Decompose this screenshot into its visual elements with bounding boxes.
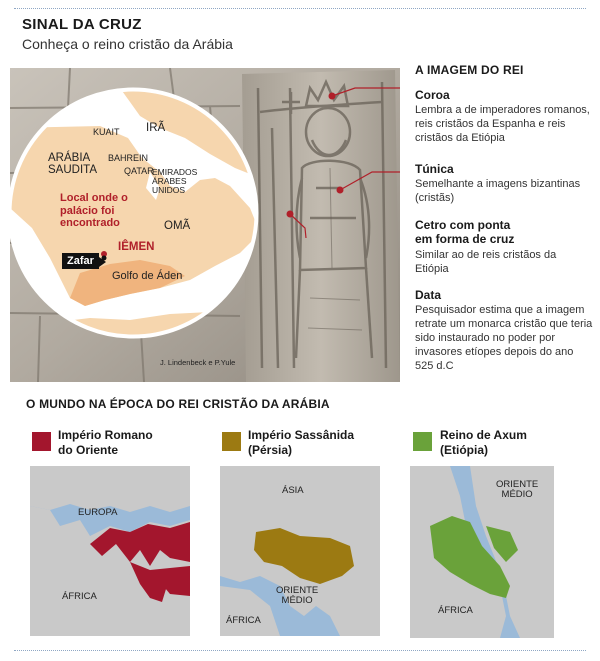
annotation-title-date: Data: [415, 288, 442, 302]
annotation-body-scepter: Similar ao de reis cristãos da Etiópia: [415, 249, 557, 276]
minimap-sassanid-label-asia: ÁSIA: [282, 485, 304, 496]
map-label-gulf-of-aden: Golfo de Áden: [112, 270, 183, 282]
page-subtitle: Conheça o reino cristão da Arábia: [22, 36, 233, 52]
legend-label-axum: Reino de Axum (Etiópia): [440, 428, 527, 457]
minimap-roman-empire: [30, 466, 190, 636]
minimap-sassanid-label-middle-east: ORIENTE MÉDIO: [276, 585, 319, 607]
legend-swatch-roman: [32, 432, 51, 451]
world-heading: O MUNDO NA ÉPOCA DO REI CRISTÃO DA ARÁBIA: [26, 397, 330, 411]
legend-swatch-sassanid: [222, 432, 241, 451]
zafar-tag: Zafar: [62, 253, 99, 269]
map-label-palace: Local onde o palácio foi encontrado: [60, 192, 128, 230]
annotation-body-date: Pesquisador estima que a imagem retrate um monarca cristão que teria sido instaurado no poder por invasores etíopes depois do ano 525 d.C: [415, 304, 593, 373]
pointer-dot-icon: [337, 187, 344, 194]
legend-label-sassanid: Império Sassânida (Pérsia): [248, 428, 355, 457]
map-label-saudi: ARÁBIA SAUDITA: [48, 152, 97, 177]
annotation-title-scepter: Cetro com ponta em forma de cruz: [415, 218, 515, 247]
minimap-axum-label-middle-east: ORIENTE MÉDIO: [496, 479, 539, 501]
minimap-sassanid-label-africa: ÁFRICA: [226, 615, 261, 626]
minimap-roman-label-europe: EUROPA: [78, 507, 118, 518]
top-divider: [14, 8, 586, 9]
pointer-dot-icon: [287, 211, 294, 218]
annotation-body-tunic: Semelhante a imagens bizantinas (cristãs): [415, 178, 581, 205]
page-title: SINAL DA CRUZ: [22, 16, 142, 33]
map-label-oman: OMÃ: [164, 220, 191, 232]
map-label-uae: EMIRADOS ÁRABES UNIDOS: [152, 167, 198, 195]
annotation-title-tunic: Túnica: [415, 162, 454, 176]
minimap-axum-label-africa: ÁFRICA: [438, 605, 473, 616]
annotation-body-crown: Lembra a de imperadores romanos, reis cristãos da Espanha e reis cristãos da Etiópia: [415, 104, 590, 145]
map-label-kuwait: KUAIT: [93, 127, 120, 137]
map-label-bahrein: BAHREIN: [108, 153, 149, 163]
bottom-divider: [14, 650, 586, 651]
pointer-dot-icon: [329, 93, 336, 100]
photo-credit: J. Lindenbeck e P.Yule: [160, 358, 236, 367]
annotations-heading: A IMAGEM DO REI: [415, 63, 524, 77]
map-label-yemen: IÊMEN: [118, 241, 155, 253]
map-label-qatar: QATAR: [124, 166, 154, 176]
legend-label-roman: Império Romano do Oriente: [58, 428, 153, 457]
minimap-roman-label-africa: ÁFRICA: [62, 591, 97, 602]
annotation-title-crown: Coroa: [415, 88, 450, 102]
map-label-iraq: IRÃ: [146, 122, 166, 134]
legend-swatch-axum: [413, 432, 432, 451]
